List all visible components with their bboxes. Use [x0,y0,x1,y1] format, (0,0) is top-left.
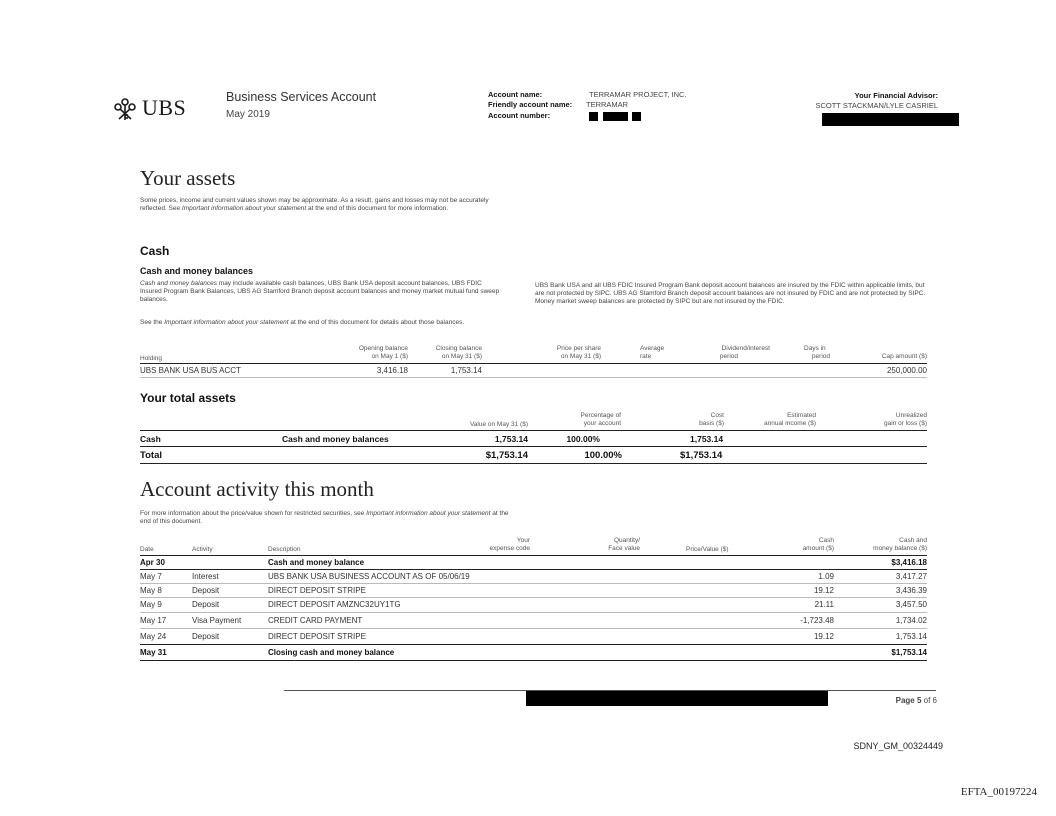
act-closing-rule [140,660,927,661]
total-assets-title: Your total assets [140,391,236,405]
act-row-desc: DIRECT DEPOSIT AMZNC32UY1TG [268,600,401,609]
ta-col-cost-1: Cost [710,412,724,419]
redaction-account-number-1 [589,112,598,121]
activity-intro: For more information about the price/value shown for restricted securities, see Important information about your statement at the end of this document. [140,510,509,525]
assets-title: Your assets [140,166,236,190]
ubs-logo [112,94,202,124]
ta-total-rule [140,463,927,464]
act-header-rule [140,555,927,556]
cash-row-cap: 250,000.00 [886,366,927,375]
col-holding: Holding [140,355,163,362]
act-col-balance-1: Cash and [899,537,927,544]
statement-period: May 2019 [226,109,270,120]
col-opening-2: on May 1 ($) [371,353,408,360]
logo-text: UBS [142,95,187,120]
advisor-label: Your Financial Advisor: [854,91,938,100]
ta-total-cost: $1,753.14 [680,450,723,461]
act-row-rule [140,628,927,629]
efta-id: EFTA_00197224 [960,786,1037,798]
act-col-expense-2: expense code [489,545,530,552]
ta-cash-label: Cash [140,434,161,444]
act-row-activity: Interest [192,572,219,581]
act-row-desc: DIRECT DEPOSIT STRIPE [268,586,366,595]
act-row-date: May 7 [140,572,162,581]
act-row-balance: 3,457.50 [895,600,927,609]
act-closing-balance: $1,753.14 [891,648,927,657]
ta-col-value: Value on May 31 ($) [469,421,528,428]
cash-header-rule [140,363,927,364]
ta-cash-cost: 1,753.14 [690,434,724,444]
act-row-rule [140,597,927,598]
act-row-date: May 17 [140,616,167,625]
col-opening-1: Opening balance [358,345,408,352]
account-name: TERRAMAR PROJECT, INC. [589,90,687,99]
act-row-desc: CREDIT CARD PAYMENT [268,616,363,625]
col-price-1: Price per share [556,345,601,352]
act-col-description: Description [268,546,301,553]
ta-col-cost-2: basis ($) [699,420,724,427]
cash-left-see: See the Important information about your statement at the end of this document for details about those balances. [140,319,465,326]
act-col-qty-1: Quantity/ [613,537,640,544]
ta-col-income-1: Estimated [787,412,816,419]
act-opening-balance: $3,416.18 [891,558,927,567]
cash-row-opening: 3,416.18 [376,366,408,375]
col-avg-2: rate [640,353,652,360]
cash-row-rule [140,377,927,378]
ta-col-gain-1: Unrealized [895,412,927,419]
account-number-label: Account number: [488,111,551,120]
act-row-amount: 1.09 [818,572,834,581]
redaction-footer [526,691,828,706]
act-opening-date: Apr 30 [140,558,165,567]
col-days-1: Days in [804,345,826,352]
act-col-date: Date [140,546,154,553]
act-row-date: May 8 [140,586,162,595]
cash-right-text: UBS Bank USA and all UBS FDIC Insured Program Bank deposit account balances are insured by the FDIC within applicable limits, but are not protected by SIPC. UBS AG Stamford Branch deposit account balances are not insured by FDIC and are not protected by SIPC. Money market sweep balances are protected by SIPC but are not insured by the FDIC. [535,282,926,305]
cash-row-holding: UBS BANK USA BUS ACCT [140,366,241,375]
act-row-balance: 1,753.14 [895,632,927,641]
act-col-amount-1: Cash [818,537,834,544]
act-row-activity: Visa Payment [192,616,242,625]
act-col-expense-1: Your [516,537,530,544]
act-row-desc: DIRECT DEPOSIT STRIPE [268,632,366,641]
col-closing-1: Closing balance [435,345,482,352]
act-row-rule [140,644,927,645]
ta-cash-pct: 100.00% [566,434,600,444]
ta-col-income-2: annual income ($) [763,420,816,427]
activity-title: Account activity this month [140,477,374,501]
act-col-price: Price/Value ($) [686,546,729,553]
doc-id: SDNY_GM_00324449 [853,741,943,751]
act-col-balance-2: money balance ($) [873,545,927,552]
act-col-amount-2: amount ($) [802,545,834,552]
act-closing-desc: Closing cash and money balance [268,648,395,657]
account-name-label: Account name: [488,90,543,99]
cash-title: Cash [140,244,170,258]
col-cap: Cap amount ($) [881,353,927,360]
act-opening-desc: Cash and money balance [268,558,365,567]
act-col-activity: Activity [192,546,213,553]
col-price-2: on May 31 ($) [560,353,601,360]
act-row-balance: 3,436.39 [895,586,927,595]
act-row-activity: Deposit [192,600,220,609]
col-days-2: period [811,353,830,360]
ta-cash-value: 1,753.14 [494,434,528,444]
act-row-activity: Deposit [192,586,220,595]
assets-intro: Some prices, income and current values shown may be approximate. As a result, gains and losses may not be accurately reflected. See Important information about your statement at the end of this document for more information. [140,197,489,212]
ta-col-gain-2: gain or loss ($) [884,420,927,427]
act-row-rule [140,583,927,584]
act-closing-date: May 31 [140,648,167,657]
ta-cash-desc: Cash and money balances [282,434,389,444]
cash-row-closing: 1,753.14 [450,366,482,375]
act-row-amount: 19.12 [813,586,834,595]
friendly-name: TERRAMAR [586,100,629,109]
page-indicator: Page 5 of 6 [895,696,937,705]
col-avg-1: Average [640,345,665,352]
act-row-amount: 21.11 [814,600,834,609]
act-col-qty-2: Face value [608,545,640,552]
act-opening-rule [140,569,927,570]
ta-cash-rule [140,446,927,447]
act-row-activity: Deposit [192,632,220,641]
col-div-1: Dividend/interest [721,345,770,352]
act-row-amount: -1,723.48 [800,616,834,625]
act-row-amount: 19.12 [813,632,834,641]
ta-header-rule [140,430,927,431]
keys-icon [112,96,138,122]
advisor-name: SCOTT STACKMAN/LYLE CASRIEL [815,101,938,110]
redaction-account-number-2 [603,112,628,121]
act-row-date: May 24 [140,632,167,641]
col-div-2: period [719,353,738,360]
ta-col-pct-2: your account [583,420,621,427]
col-closing-2: on May 31 ($) [441,353,482,360]
ta-col-pct-1: Percentage of [580,412,621,419]
cash-subtitle: Cash and money balances [140,266,254,276]
redaction-account-number-3 [632,112,641,121]
act-row-desc: UBS BANK USA BUSINESS ACCOUNT AS OF 05/06/19 [268,572,470,581]
friendly-name-label: Friendly account name: [488,100,573,109]
act-row-balance: 1,734.02 [895,616,927,625]
cash-left-text: Cash and money balances may include available cash balances, UBS Bank USA deposit account balances, UBS FDIC Insured Program Bank Balances, UBS AG Stamford Branch deposit account balances and money market mutual fund sweep balances. [140,280,500,303]
redaction-advisor-contact [822,113,959,126]
act-row-balance: 3,417.27 [895,572,927,581]
act-row-rule [140,612,927,613]
account-type: Business Services Account [226,90,377,104]
ta-total-label: Total [140,450,162,461]
ta-total-pct: 100.00% [584,450,622,461]
ta-total-value: $1,753.14 [485,450,528,461]
act-row-date: May 9 [140,600,162,609]
